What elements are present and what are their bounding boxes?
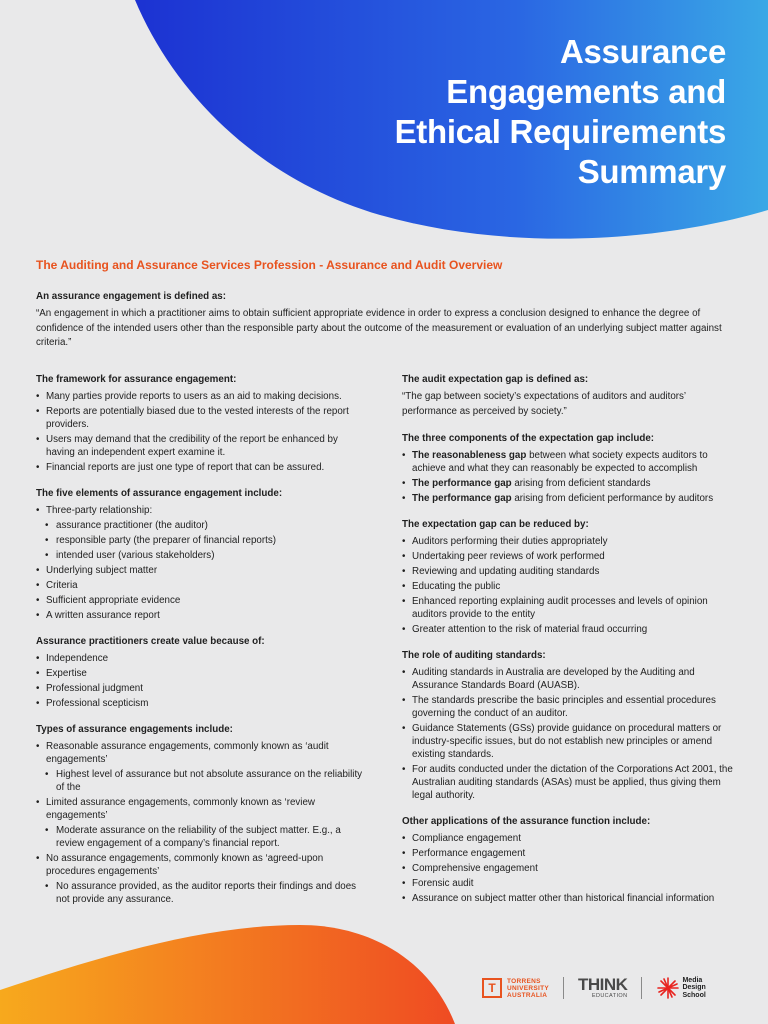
think-subtitle: EDUCATION xyxy=(591,993,628,999)
list-item: • Auditors performing their duties appropriately xyxy=(402,535,738,548)
list-item: • The standards prescribe the basic principles and essential procedures governing the conduct of an auditor. xyxy=(402,694,738,720)
list-item: • Assurance on subject matter other than historical financial information xyxy=(402,892,738,905)
sub-list-item: • No assurance provided, as the auditor reports their findings and does not provide any assurance. xyxy=(36,880,366,906)
list-item: • A written assurance report xyxy=(36,609,366,622)
standards-list xyxy=(402,666,738,802)
component-desc: arising from deficient standards xyxy=(511,478,651,489)
component-term: The performance gap xyxy=(412,493,512,504)
component-term: The performance gap xyxy=(412,478,512,489)
component-term: The reasonableness gap xyxy=(412,450,527,461)
think-wordmark: THINK xyxy=(578,975,628,994)
logo-divider xyxy=(563,977,564,999)
list-item: • Three-party relationship: xyxy=(36,504,366,517)
sub-list-item: • Moderate assurance on the reliability of the subject matter. E.g., a review engagement of a company’s financial report. xyxy=(36,824,366,850)
component-desc: between what society expects auditors to achieve and what they can reasonably be expected to accomplish xyxy=(412,450,708,474)
title-line-2: Engagements and xyxy=(446,73,726,110)
value-heading: Assurance practitioners create value because of: xyxy=(36,636,265,647)
mds-wordmark xyxy=(682,977,705,1000)
torrens-line: AUSTRALIA xyxy=(507,991,548,999)
torrens-logo xyxy=(482,978,549,999)
standards-heading: The role of auditing standards: xyxy=(402,650,546,661)
torrens-mark-icon: T xyxy=(482,978,502,998)
right-column xyxy=(402,373,738,918)
footer-logos xyxy=(482,966,750,1010)
list-item: • Sufficient appropriate evidence xyxy=(36,594,366,607)
starburst-icon xyxy=(656,976,680,1000)
list-item: • Greater attention to the risk of material fraud occurring xyxy=(402,623,738,636)
mds-line: Media xyxy=(682,976,703,984)
list-item: • Reports are potentially biased due to the vested interests of the report providers. xyxy=(36,405,366,431)
other-list xyxy=(402,832,738,905)
list-item: • Auditing standards in Australia are developed by the Auditing and Assurance Standards Board (AUASB). xyxy=(402,666,738,692)
list-item xyxy=(402,449,738,475)
list-item: • Limited assurance engagements, commonly known as ‘review engagements’ xyxy=(36,796,366,822)
gap-definition-text: “The gap between society’s expectations of auditors and auditors’ performance as perceived by society.” xyxy=(402,391,686,417)
definition-heading: An assurance engagement is defined as: xyxy=(36,291,227,302)
reduced-list xyxy=(402,535,738,636)
component-desc: arising from deficient performance by auditors xyxy=(511,493,714,504)
list-item: • For audits conducted under the dictation of the Corporations Act 2001, the Australian auditing standards (ASAs) must be applied, thus giving them legal authority. xyxy=(402,763,738,802)
framework-heading: The framework for assurance engagement: xyxy=(36,374,237,385)
elements-heading: The five elements of assurance engagement include: xyxy=(36,488,283,499)
list-item: • Reasonable assurance engagements, commonly known as ‘audit engagements’ xyxy=(36,740,366,766)
definition-block xyxy=(36,290,736,351)
list-item: • Financial reports are just one type of report that can be assured. xyxy=(36,461,366,474)
torrens-wordmark xyxy=(507,978,549,999)
list-item: • Professional scepticism xyxy=(36,697,366,710)
list-item: • Compliance engagement xyxy=(402,832,738,845)
types-list xyxy=(36,740,366,906)
sub-list-item: • intended user (various stakeholders) xyxy=(36,549,366,562)
section-heading: The Auditing and Assurance Services Profession - Assurance and Audit Overview xyxy=(36,258,503,272)
list-item xyxy=(402,492,738,505)
list-item: • Many parties provide reports to users as an aid to making decisions. xyxy=(36,390,366,403)
title-line-1: Assurance xyxy=(559,33,726,70)
list-item: • Guidance Statements (GSs) provide guidance on procedural matters or industry-specific issues, but do not establish new principles or amend existing standards. xyxy=(402,722,738,761)
media-design-school-logo xyxy=(656,976,705,1000)
sub-list-item: • Highest level of assurance but not absolute assurance on the reliability of the xyxy=(36,768,366,794)
left-column xyxy=(36,373,366,919)
title-line-3: Ethical Requirements xyxy=(394,113,726,150)
list-item: • Undertaking peer reviews of work performed xyxy=(402,550,738,563)
mds-line: School xyxy=(682,991,706,999)
other-heading: Other applications of the assurance function include: xyxy=(402,816,651,827)
types-heading: Types of assurance engagements include: xyxy=(36,724,233,735)
types-group xyxy=(36,723,366,906)
value-list xyxy=(36,652,366,710)
page-title xyxy=(306,32,726,192)
torrens-line: TORRENS xyxy=(507,977,541,985)
torrens-line: UNIVERSITY xyxy=(507,984,550,992)
list-item: • Underlying subject matter xyxy=(36,564,366,577)
standards-group xyxy=(402,649,738,802)
framework-list xyxy=(36,390,366,474)
list-item: • Comprehensive engagement xyxy=(402,862,738,875)
logo-divider xyxy=(641,977,642,999)
reduced-group xyxy=(402,518,738,636)
list-item: • Reviewing and updating auditing standards xyxy=(402,565,738,578)
list-item: • Professional judgment xyxy=(36,682,366,695)
elements-list xyxy=(36,504,366,622)
components-list xyxy=(402,449,738,505)
sub-list-item: • assurance practitioner (the auditor) xyxy=(36,519,366,532)
value-group xyxy=(36,635,366,710)
think-education-logo xyxy=(578,977,627,999)
list-item: • Expertise xyxy=(36,667,366,680)
gap-definition-heading: The audit expectation gap is defined as: xyxy=(402,374,589,385)
list-item: • Educating the public xyxy=(402,580,738,593)
list-item: • Enhanced reporting explaining audit processes and levels of opinion auditors provide to the entity xyxy=(402,595,738,621)
gap-definition-group xyxy=(402,373,738,419)
list-item: • Criteria xyxy=(36,579,366,592)
components-group xyxy=(402,432,738,505)
framework-group xyxy=(36,373,366,474)
list-item: • Forensic audit xyxy=(402,877,738,890)
list-item: • Independence xyxy=(36,652,366,665)
other-group xyxy=(402,815,738,905)
elements-group xyxy=(36,487,366,622)
sub-list-item: • responsible party (the preparer of financial reports) xyxy=(36,534,366,547)
components-heading: The three components of the expectation gap include: xyxy=(402,433,655,444)
footer-orange-wave xyxy=(0,925,455,1024)
list-item: • No assurance engagements, commonly known as ‘agreed-upon procedures engagements’ xyxy=(36,852,366,878)
reduced-heading: The expectation gap can be reduced by: xyxy=(402,519,589,530)
title-line-4: Summary xyxy=(577,153,726,190)
list-item xyxy=(402,477,738,490)
list-item: • Users may demand that the credibility of the report be enhanced by having an independent expert examine it. xyxy=(36,433,366,459)
list-item: • Performance engagement xyxy=(402,847,738,860)
mds-line: Design xyxy=(682,984,706,992)
definition-text: “An engagement in which a practitioner aims to obtain sufficient appropriate evidence in order to express a conclusion designed to enhance the degree of confidence of the intended users other than the responsible party about the outcome of the measurement or evaluation of an underlying subject matter against criteria.” xyxy=(36,308,722,348)
